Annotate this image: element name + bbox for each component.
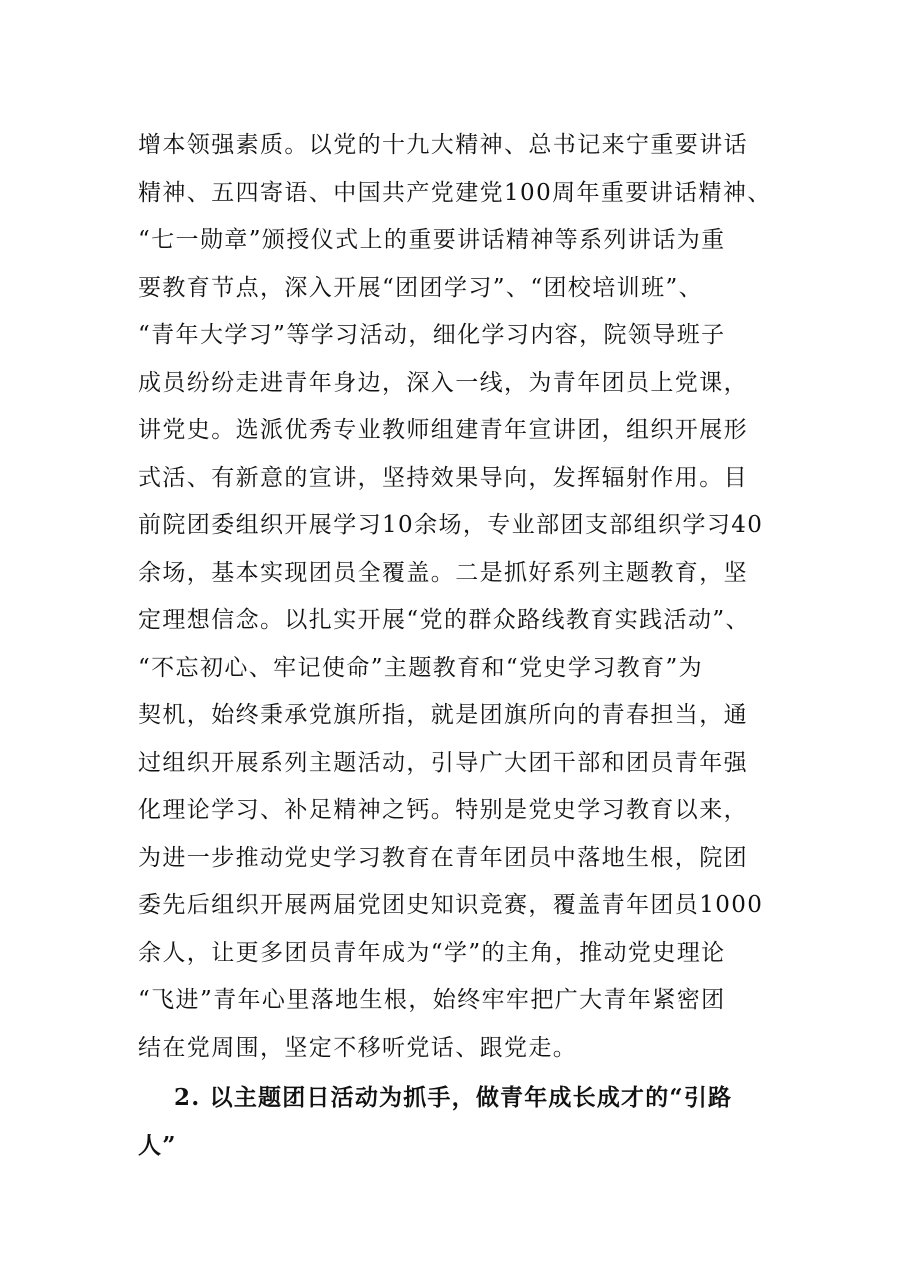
paragraph-line-14: 过组织开展系列主题活动，引导广大团干部和团员青年强 [138,749,748,776]
paragraph-line-2: 精神、五四寄语、中国共产党建党100周年重要讲话精神、 [138,179,772,206]
paragraph-line-18: 余人，让更多团员青年成为“学”的主角，推动党史理论 [138,939,726,966]
paragraph-line-12: “不忘初心、牢记使命”主题教育和“党史学习教育”为 [138,654,704,681]
paragraph-line-15: 化理论学习、补足精神之钙。特别是党史学习教育以来， [138,797,748,823]
paragraph-line-5: “青年大学习”等学习活动，细化学习内容，院领导班子 [138,322,726,348]
paragraph-line-16: 为进一步推动党史学习教育在青年团员中落地生根，院团 [138,844,748,871]
paragraph-line-10: 余场，基本实现团员全覆盖。二是抓好系列主题教育，坚 [138,559,748,586]
paragraph-line-20: 结在党周围，坚定不移听党话、跟党走。 [138,1034,578,1061]
paragraph-line-1: 增本领强素质。以党的十九大精神、总书记来宁重要讲话 [138,132,748,158]
paragraph-line-11: 定理想信念。以扎实开展“党的群众路线教育实践活动”、 [138,607,750,633]
paragraph-line-3: “七一勋章”颁授仪式上的重要讲话精神等系列讲话为重 [138,227,726,253]
heading-line-1: 2. 以主题团日活动为抓手，做青年成长成才的“引路 [174,1084,733,1111]
section-heading [138,1074,778,1169]
heading-line-2: 人” [138,1131,177,1159]
paragraph-line-7: 讲党史。选派优秀专业教师组建青年宣讲团，组织开展形 [138,417,748,443]
paragraph-line-19: “飞进”青年心里落地生根，始终牢牢把广大青年紧密团 [138,987,726,1013]
paragraph-line-13: 契机，始终秉承党旗所指，就是团旗所向的青春担当，通 [138,702,748,728]
body-paragraph [138,122,778,1072]
paragraph-line-4: 要教育节点，深入开展“团团学习”、“团校培训班”、 [138,274,704,301]
paragraph-line-6: 成员纷纷走进青年身边，深入一线，为青年团员上党课， [138,369,748,396]
paragraph-line-8: 式活、有新意的宣讲，坚持效果导向，发挥辐射作用。目 [138,464,748,491]
paragraph-line-9: 前院团委组织开展学习10余场，专业部团支部组织学习40 [138,512,764,538]
paragraph-line-17: 委先后组织开展两届党团史知识竞赛，覆盖青年团员1000 [138,892,764,918]
